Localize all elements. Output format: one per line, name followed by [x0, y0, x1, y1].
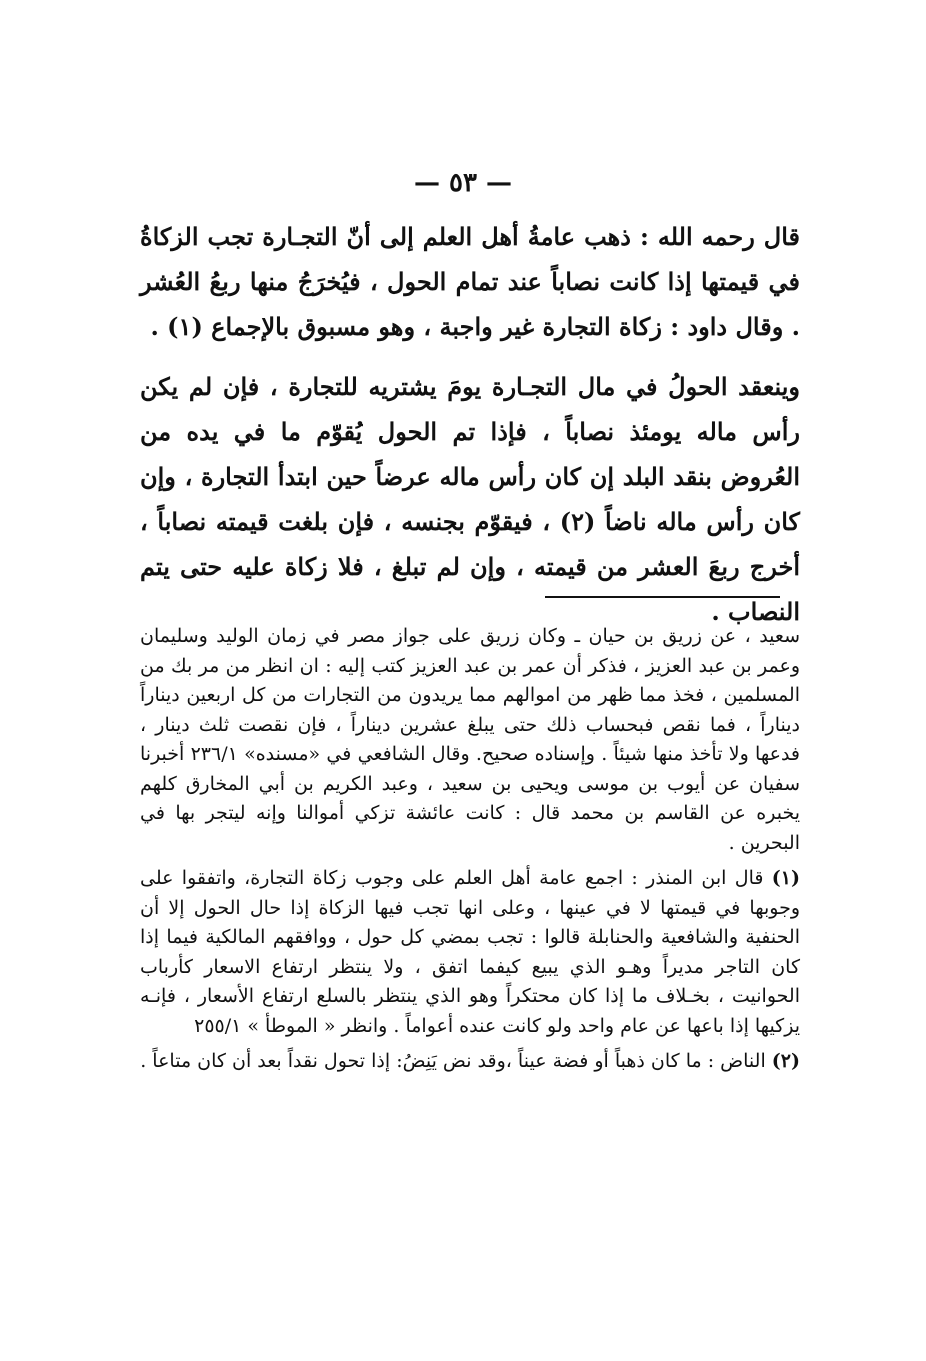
- footnote-2-text: الناض : ما كان ذهباً أو فضة عيناً ،وقد نض يَنِضُ: إذا تحول نقداً بعد أن كان متاعاً .: [140, 1050, 766, 1072]
- footnote-1: [140, 864, 800, 1041]
- footnote-separator: [545, 596, 780, 598]
- page-number: — ٥٣ —: [413, 168, 513, 198]
- footnotes: [140, 622, 800, 1083]
- main-paragraph-1: قال رحمه الله : ذهب عامةُ أهل العلم إلى أنّ التجـارة تجب الزكاةُ في قيمتها إذا كانت نصاباً عند تمام الحول ، فيُخرَجُ منها ربعُ العُشر . وقال داود : زكاة التجارة غير واجبة ، وهو مسبوق بالإجماع (١) .: [140, 222, 800, 341]
- footnote-continuation: سعيد ، عن زريق بن حيان ـ وكان زريق على جواز مصر في زمان الوليد وسليمان وعمر بن عبد العزيز ، فذكر أن عمر بن عبد العزيز كتب إليه : ان انظر من مر بك من المسلمين ، فخذ مما ظهر من اموالهم مما يريدون من التجارات من كل اربعين ديناراً ديناراً ، فما نقص فبحساب ذلك حتى يبلغ عشرين ديناراً ، فإن نقصت ثلث دينار ، فدعها ولا تأخذ منها شيئاً . وإسناده صحيح. وقال الشافعي في «مسنده» ٢٣٦/١ أخبرنا سفيان عن أيوب بن موسى ويحيى بن سعيد ، وعبد الكريم بن أبي المخارق كلهم يخبره عن القاسم بن محمد قال : كانت عائشة تزكي أموالنا وإنه ليتجر بها في البحرين .: [140, 625, 800, 854]
- main-paragraph-2: وينعقد الحولُ في مال التجـارة يومَ يشتريه للتجارة ، فإن لم يكن رأس ماله يومئذ نصاباً ، فإذا تم الحول يُقوّم ما في يده من العُروض بنقد البلد إن كان رأس ماله عرضاً حين ابتدأ التجارة ، وإن كان رأس ماله ناضاً (٢) ، فيقوّم بجنسه ، فإن بلغت قيمته نصاباً ، أخرج ربعَ العشر من قيمته ، وإن لم تبلغ ، فلا زكاة عليه حتى يتم النصاب .: [140, 372, 800, 626]
- footnote-2-marker: (٢): [771, 1050, 800, 1072]
- footnote-2: [140, 1047, 800, 1077]
- footnote-1-text: قال ابن المنذر : اجمع عامة أهل العلم على وجوب زكاة التجارة، واتفقوا على وجوبها في قيمتها لا في عينها ، وعلى انها تجب فيها الزكاة إذا حال الحول إلا أن الحنفية والشافعية والحنابلة قالوا : تجب بمضي كل حول ، ووافقهم المالكية فيما إذا كان التاجر مديراً وهـو الذي يبيع كيفما اتفق ، ولا ينتظر ارتفاع الاسعار كأرباب الحوانيت ، بخـلاف ما إذا كان محتكراً وهو الذي ينتظر بالسلع ارتفاع الأسعار ، فإنـه يزكيها إذا باعها عن عام واحد ولو كانت عنده أعواماً . وانظر « الموطأ » ٢٥٥/١: [140, 867, 800, 1037]
- footnote-1-marker: (١): [771, 867, 800, 889]
